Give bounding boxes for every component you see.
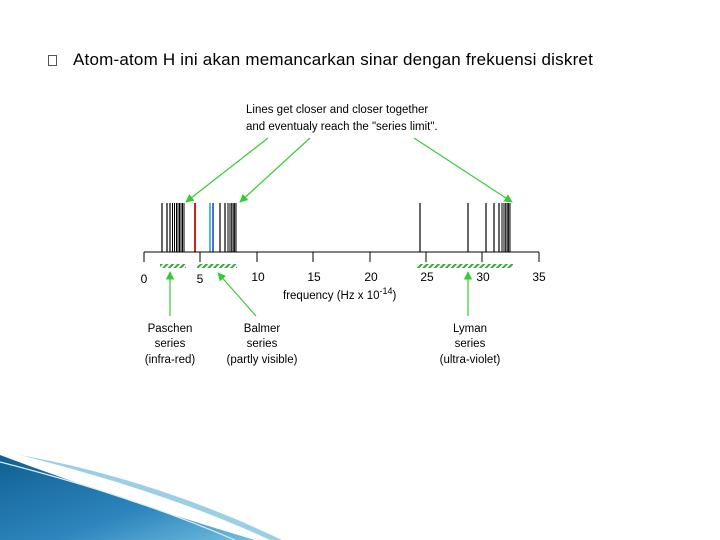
tick-label: 20 bbox=[364, 270, 378, 284]
tick-label: 5 bbox=[196, 272, 204, 286]
tick-label: 15 bbox=[307, 270, 321, 284]
axis-title-exponent: -14 bbox=[379, 286, 393, 296]
balmer-label-line: (partly visible) bbox=[226, 354, 298, 366]
corner-decoration bbox=[0, 455, 282, 540]
tick-label: 25 bbox=[420, 270, 434, 284]
spectral-lines bbox=[162, 203, 510, 252]
balmer-label-line: series bbox=[246, 338, 278, 350]
balmer-up-arrow bbox=[218, 273, 256, 316]
lyman-label-line: (ultra-violet) bbox=[439, 354, 501, 366]
lyman-band bbox=[417, 264, 513, 268]
callout-arrow-lyman bbox=[414, 138, 512, 202]
paschen-band bbox=[160, 264, 186, 268]
callout-arrow-paschen bbox=[186, 138, 268, 202]
balmer-band bbox=[197, 264, 237, 268]
balmer-label-line: Balmer bbox=[243, 323, 281, 335]
callout-arrow-balmer bbox=[240, 138, 310, 202]
lyman-label-line: Lyman bbox=[452, 323, 488, 335]
tick-label: 35 bbox=[532, 270, 546, 284]
axis-title-base: frequency (Hz x 10 bbox=[283, 290, 380, 302]
paschen-label-line: (infra-red) bbox=[144, 354, 196, 366]
tick-label: 0 bbox=[140, 272, 148, 286]
axis-title-close: ) bbox=[392, 290, 397, 302]
axis-title bbox=[283, 286, 397, 302]
paschen-label-line: series bbox=[154, 338, 186, 350]
callout-line-2: and eventualy reach the "series limit". bbox=[246, 121, 438, 133]
axis-tick-marks bbox=[144, 252, 539, 262]
lyman-label-line: series bbox=[454, 338, 486, 350]
corner-swoosh-dark bbox=[0, 455, 255, 540]
callout-line-1: Lines get closer and closer together bbox=[246, 104, 429, 116]
bullet-text: Atom-atom H ini akan memancarkan sinar dengan frekuensi diskret bbox=[73, 50, 594, 69]
tick-label: 30 bbox=[476, 270, 490, 284]
paschen-label-line: Paschen bbox=[147, 323, 193, 335]
tick-label: 10 bbox=[251, 270, 265, 284]
